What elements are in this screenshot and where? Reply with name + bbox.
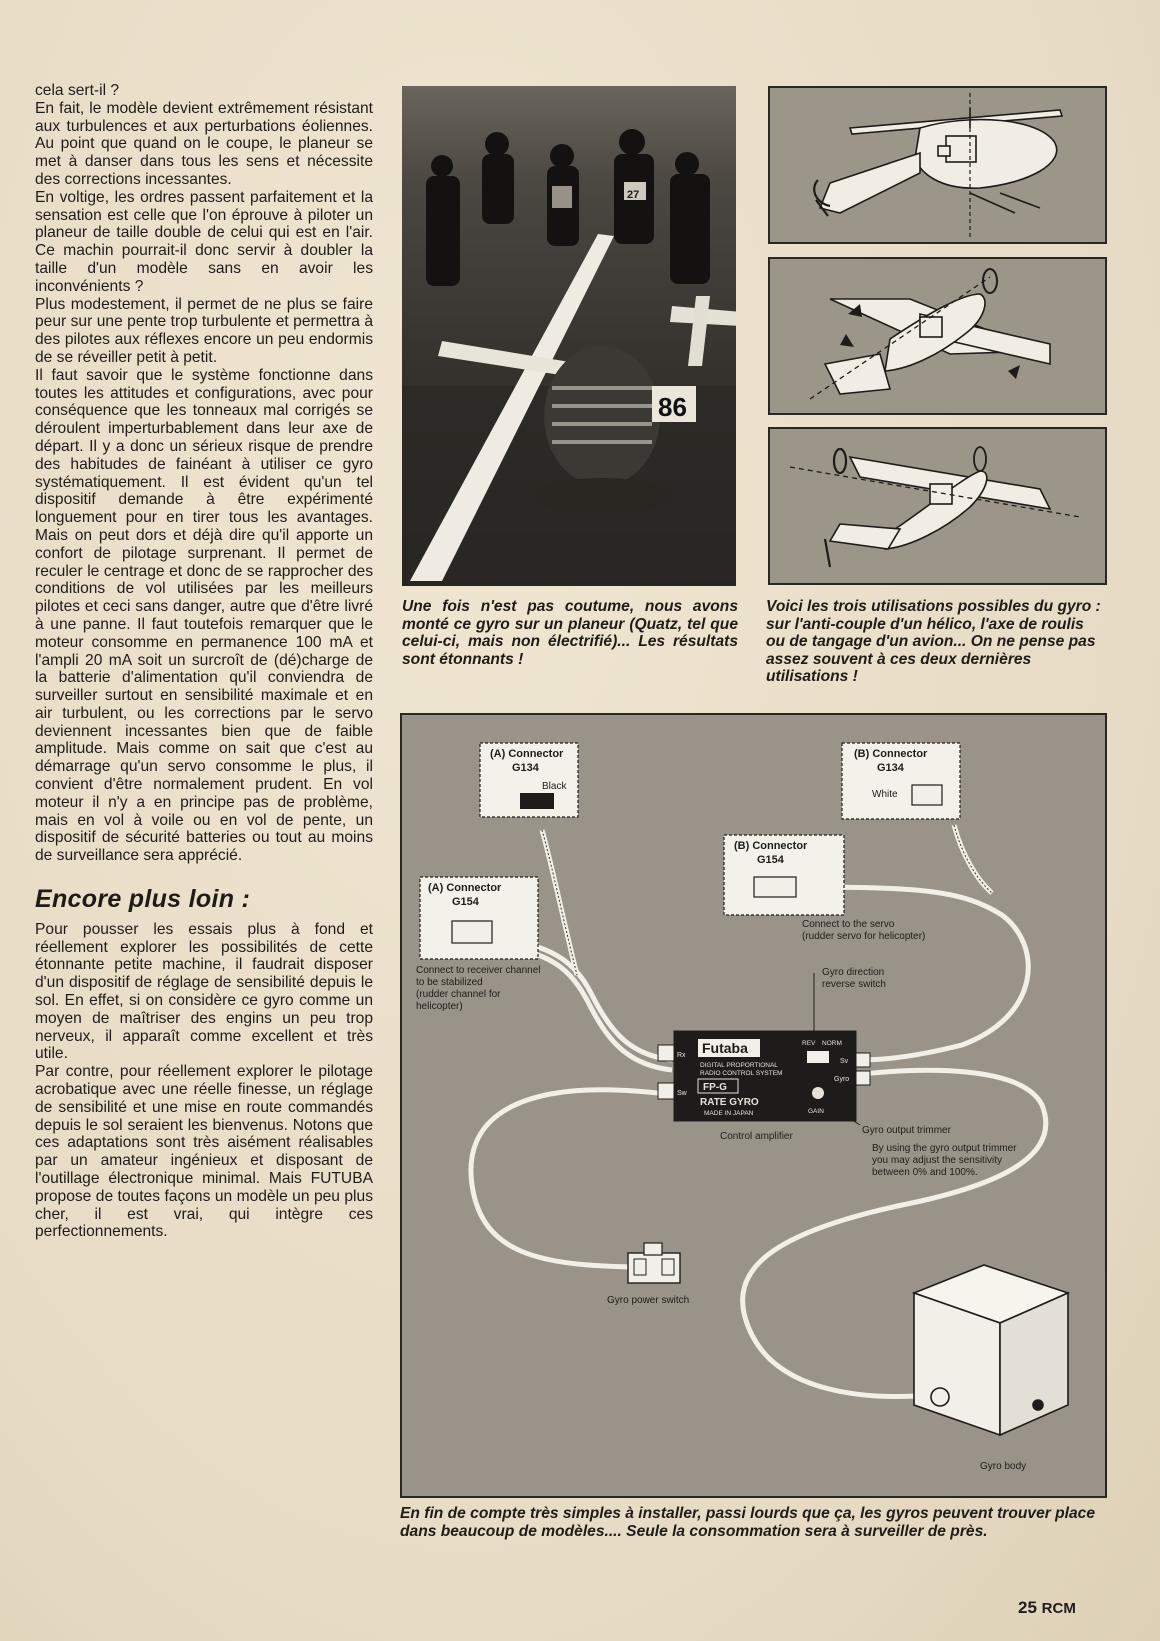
trimmer-text-2: you may adjust the sensitivity — [872, 1155, 1003, 1166]
glider-photo — [402, 86, 736, 586]
connector-b-g154-title: (B) Connector — [734, 840, 808, 852]
gain-trimmer — [812, 1087, 824, 1099]
port-sv: Sv — [840, 1058, 849, 1065]
connect-servo-label-1: Connect to the servo — [802, 919, 895, 930]
bib-number-2: 27 — [627, 189, 640, 201]
trimmer-title: Gyro output trimmer — [862, 1125, 951, 1136]
amp-line-1: DIGITAL PROPORTIONAL — [700, 1062, 778, 1069]
article-paragraph: Il faut savoir que le système fonctionne dans toutes les attitudes et configurations, avec pour conséquence que les tonneaux mal corrigés se déroulent imperturbablement dans leur axe de départ. Il y a donc un sérieux risque de prendre des habitudes de fainéant à utiliser ce gyro systématiquement. Il est évident qu'un tel dispositif demande à être expérimenté longuement pour en tirer tous les avantages. Mais on peut dors et déjà dire qu'il apporte un confort de pilotage surprenant. Il permet de reculer le centrage et donc de se rapprocher des conditions de vol utilisées par les meilleurs pilotes et ceci sans danger, autre que d'être livré à une panne. Il faut toutefois remarquer que le moteur consomme en permanence 100 mA et l'ampli 20 mA soit un surcroît de (dé)charge de la batterie d'alimentation qu'il conviendra de surveiller surtout en sensibilité maximale et en air turbulent, ou les corrections par le servo deviennent incessantes bien que de faible amplitude. Mais comme on sait que c'est au démarrage qu'un servo consomme le plus, il convient d'être normalement prudent. En vol moteur il n'y a en principe pas de problème, mais en vol à voile ou en vol de pente, un dispositif de sécurité batteries ou tout au moins de surveillance sera apprécié. — [35, 366, 373, 865]
reverse-switch-label-1: Gyro direction — [822, 967, 885, 978]
page-folio — [1018, 1598, 1076, 1618]
connector-b-g134-title: (B) Connector — [854, 748, 928, 760]
amp-norm: NORM — [822, 1040, 842, 1047]
article-paragraph: cela sert-il ? — [35, 82, 120, 99]
helicopter-illustration — [768, 86, 1107, 244]
gyro-body — [914, 1265, 1068, 1435]
connector-a-g134-title: (A) Connector — [490, 748, 564, 760]
amp-line-2: RADIO CONTROL SYSTEM — [700, 1070, 783, 1077]
amp-type: RATE GYRO — [700, 1097, 759, 1108]
trimmer-text-3: between 0% and 100%. — [872, 1167, 978, 1178]
article-paragraph: Pour pousser les essais plus à fond et réellement explorer les possibilités de cette étonnante petite machine, il faudrait disposer d'un dispositif de réglage de sensibilité depuis le sol. En effet, si on considère ce gyro comme un moyen de maîtriser des engins un peu trop nerveux, il apparaît comme excellent et très utile. — [35, 920, 373, 1063]
photo-caption: Une fois n'est pas coutume, nous avons monté ce gyro sur un planeur (Quatz, tel que celui-ci, mais non électrifié)... Les résultats sont étonnants ! — [402, 598, 738, 668]
gyro-body-label: Gyro body — [980, 1461, 1027, 1472]
connector-b-g134-model: G134 — [877, 762, 904, 774]
amp-brand: Futaba — [702, 1040, 748, 1056]
trimmer-text-1: By using the gyro output trimmer — [872, 1143, 1017, 1154]
connector-a-g134-plug — [520, 793, 554, 809]
connector-b-g154-model: G154 — [757, 854, 784, 866]
article-column — [35, 82, 373, 1241]
connect-servo-label-2: (rudder servo for helicopter) — [802, 931, 926, 942]
amp-gain: GAIN — [808, 1108, 824, 1115]
wiring-diagram-drawing — [402, 715, 1105, 1496]
control-amplifier — [658, 1031, 870, 1121]
connect-rx-label-1: Connect to receiver channel — [416, 965, 541, 976]
connector-b-g134-plug — [912, 785, 942, 805]
wiring-diagram — [400, 713, 1107, 1498]
amp-rev: REV — [802, 1040, 816, 1047]
amp-made: MADE IN JAPAN — [704, 1110, 754, 1117]
reverse-switch — [807, 1051, 829, 1063]
article-paragraph: En fait, le modèle devient extrêmement résistant aux turbulences et aux perturbations éoliennes. Au point que quand on le coupe, le planeur se met à danser dans tous les sens et nécessite des corrections incessantes. — [35, 99, 373, 188]
illustrations-caption: Voici les trois utilisations possibles du gyro : sur l'anti-couple d'un hélico, l'axe de roulis ou de tangage d'un avion... On ne pense pas assez souvent à ces deux dernières utilisations ! — [766, 598, 1101, 686]
publication-name: RCM — [1041, 1600, 1076, 1617]
plane-roll-drawing — [770, 259, 1105, 413]
connector-a-g134-model: G134 — [512, 762, 539, 774]
amp-model: FP-G — [703, 1082, 727, 1093]
connector-a-g154-plug — [452, 921, 492, 943]
connector-b-g134-color: White — [872, 789, 898, 800]
article-paragraph: Par contre, pour réellement explorer le pilotage acrobatique avec une réelle finesse, un réglage de sensibilité et une mise en route commandés depuis le sol seraient les bienvenus. Notons que ces adaptations sont très aisément réalisables par un amateur ingénieux et disposant de l'outillage électronique minimal. Mais FUTUBA propose de toutes façons un modèle un peu plus cher, il est vrai, qui intègre ces perfectionnements. — [35, 1063, 373, 1241]
article-paragraph: Plus modestement, il permet de ne plus se faire peur sur une pente trop turbulente et permettra à des pilotes aux réflexes encore un peu endormis de se réveiller petit à petit. — [35, 295, 373, 366]
port-gyro: Gyro — [834, 1076, 850, 1083]
gyro-power-switch — [628, 1243, 680, 1283]
port-rx: Rx — [677, 1052, 686, 1059]
plane-pitch-illustration — [768, 427, 1107, 585]
plane-roll-illustration — [768, 257, 1107, 415]
reverse-switch-label-2: reverse switch — [822, 979, 886, 990]
connector-a-g154-model: G154 — [452, 896, 479, 908]
glider-photo-drawing — [402, 86, 736, 586]
section-heading: Encore plus loin : — [35, 885, 251, 914]
connect-rx-label-3: (rudder channel for — [416, 989, 501, 1000]
plane-pitch-drawing — [770, 429, 1105, 583]
page-number: 25 — [1018, 1598, 1037, 1617]
connect-rx-label-4: helicopter) — [416, 1001, 463, 1012]
connector-b-g154-plug — [754, 877, 796, 897]
helicopter-drawing — [770, 88, 1105, 242]
connector-a-g134-color: Black — [542, 781, 567, 792]
connector-a-g154-title: (A) Connector — [428, 882, 502, 894]
diagram-caption: En fin de compte très simples à installer, passi lourds que ça, les gyros peuvent trouver place dans beaucoup de modèles.... Seule la consommation sera à surveiller de près. — [400, 1505, 1096, 1540]
article-paragraph: En voltige, les ordres passent parfaitement et la sensation est celle que l'on éprouve à piloter un planeur de taille double de celui qui est en l'air. Ce machin pourrait-il donc servir à doubler la taille d'un modèle sans en avoir les inconvénients ? — [35, 188, 373, 295]
bib-number: 86 — [658, 392, 687, 422]
port-sw: Sw — [677, 1090, 687, 1097]
connect-rx-label-2: to be stabilized — [416, 977, 483, 988]
power-switch-label: Gyro power switch — [607, 1295, 690, 1306]
control-amplifier-label: Control amplifier — [720, 1131, 793, 1142]
